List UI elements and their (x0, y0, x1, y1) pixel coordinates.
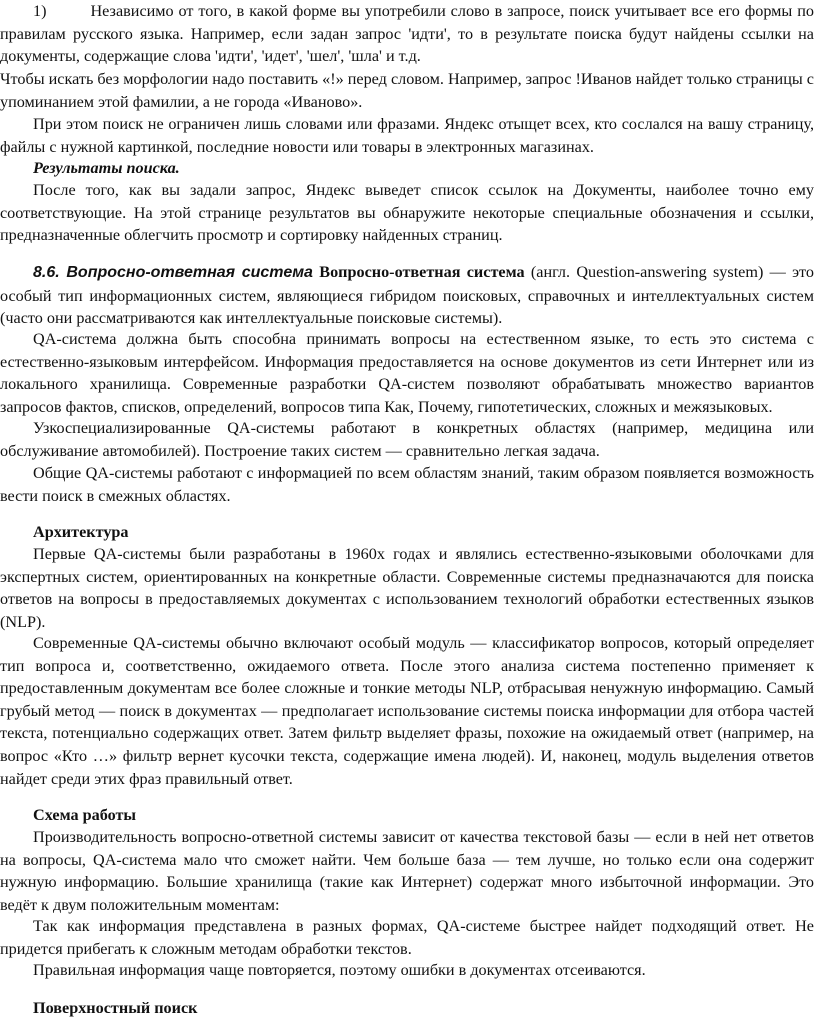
list-item-rest: по правилам русского языка. Например, если задан запрос 'идти', то в результате поиска будут найдены ссылки на документы, содержащие слова 'идти', 'идет', 'шел', 'шла' и т.д. (0, 2, 814, 66)
section-8-6 (0, 261, 814, 330)
paragraph-results: После того, как вы задали запрос, Яндекс выведет список ссылок на Документы, наиболее точно ему соответствующие. На этой странице результатов вы обнаружите некоторые специальные обозначения и ссылки, предназначенные облегчить просмотр и сортировку найденных страниц. (0, 181, 814, 245)
list-item-1-text (0, 0, 814, 68)
paragraph-qa-3: Общие QA-системы работают с информацией по всем областям знаний, таким образом появляется возможность вести поиск в смежных областях. (0, 464, 814, 505)
paragraph-arch-2: Современные QA-системы обычно включают особый модуль — классификатор вопросов, который определяет тип вопроса и, соответственно, ожидаемого ответа. После этого анализа система постепенно применяет к предоставленным документам все более сложные и тонкие методы NLP, отбрасывая ненужную информацию. Самый грубый метод — поиск в документах — предполагает использование системы поиска информации для отбора частей текста, потенциально содержащих ответ. Затем фильтр выделяет фразы, похожие на ожидаемый ответ (например, на вопрос «Кто …» фильтр вернет кусочки текста, содержащие имена людей). И, наконец, модуль выделения ответов найдет среди этих фраз правильный ответ. (0, 634, 814, 788)
section-term: Вопросно-ответная система (319, 263, 525, 281)
section-title: 8.6. Вопросно-ответная система (33, 264, 313, 281)
paragraph-arch-1: Первые QA-системы были разработаны в 1960х годах и являлись естественно-языковыми оболочками для экспертных систем, ориентированных на конкретные области. Современные системы предназначаются для поиска ответов на вопросы в предоставляемых документах с использованием технологий обработки естественных языков (NLP). (0, 545, 814, 631)
heading-architecture: Архитектура (33, 523, 129, 541)
paragraph-search-scope: При этом поиск не ограничен лишь словами или фразами. Яндекс отыщет всех, кто сослался на вашу страницу, файлы с нужной картинкой, последние новости или товары в электронных магазинах. (0, 115, 814, 156)
paragraph-qa-2: Узкоспециализированные QA-системы работают в конкретных областях (например, медицина или обслуживание автомобилей). Построение таких систем — сравнительно легкая задача. (0, 419, 814, 460)
paragraph-scheme-2: Так как информация представлена в разных формах, QA-системе быстрее найдет подходящий ответ. Не придется прибегать к сложным методам обработки текстов. (0, 917, 814, 958)
paragraph-scheme-1: Производительность вопросно-ответной системы зависит от качества текстовой базы — если в ней нет ответов на вопросы, QA-система мало что сможет найти. Чем больше база — тем лучше, но только если она содержит нужную информацию. Большие хранилища (такие как Интернет) содержат много избыточной информации. Это ведёт к двум положительным моментам: (0, 828, 814, 914)
paragraph-scheme-3: Правильная информация чаще повторяется, поэтому ошибки в документах отсеиваются. (33, 961, 646, 979)
heading-results: Результаты поиска. (33, 159, 180, 177)
heading-surface-search: Поверхностный поиск (33, 999, 198, 1017)
list-item-1 (0, 0, 814, 68)
section-intro: (англ. Question-answering system) — это особый тип информационных систем, являющиеся гибридом поисковых, справочных и интеллектуальных систем (часто они рассматриваются как интеллектуальные поисковые системы). (0, 263, 815, 328)
paragraph-morphology: Чтобы искать без морфологии надо поставить «!» перед словом. Например, запрос !Иванов найдет только страницы с упоминанием этой фамилии, а не города «Иваново». (0, 70, 814, 111)
paragraph-qa-1: QA-система должна быть способна принимать вопросы на естественном языке, то есть это система с естественно-языковым интерфейсом. Информация предоставляется на основе документов из сети Интернет или из локального хранилища. Современные разработки QA-систем позволяют обрабатывать множество вариантов запросов фактов, списков, определений, вопросов типа Как, Почему, гипотетических, сложных и межязыковых. (0, 330, 814, 416)
list-number: 1) (33, 2, 47, 20)
heading-scheme: Схема работы (33, 806, 137, 824)
list-item-first-line: Независимо от того, в какой форме вы употребили слово в запросе, поиск учитывает все его формы (90, 2, 793, 20)
